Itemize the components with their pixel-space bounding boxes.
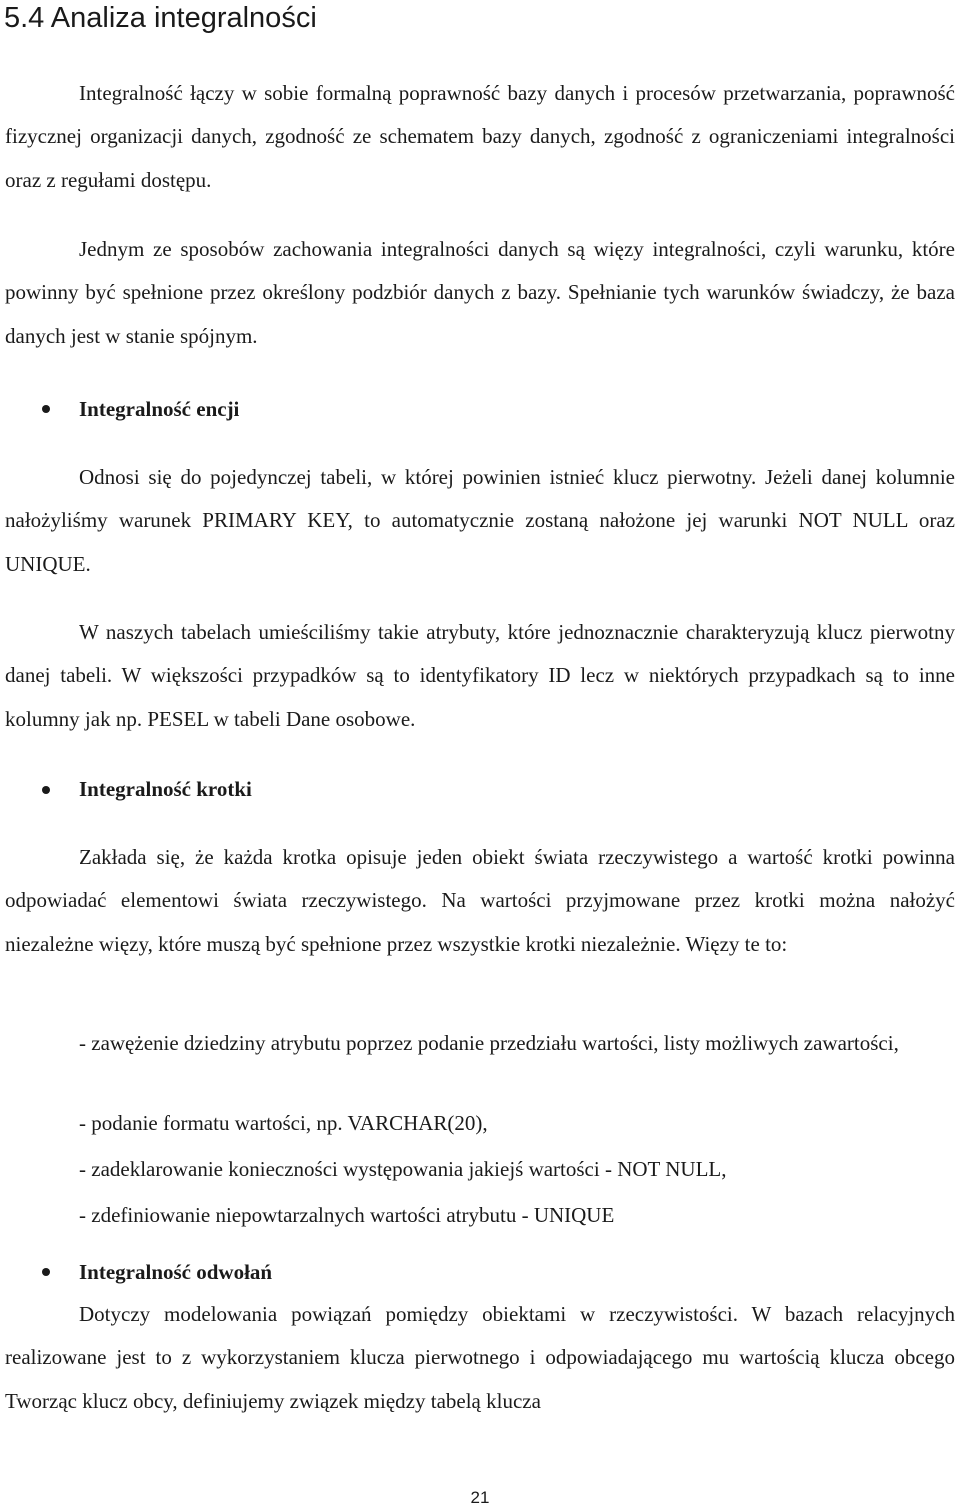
entity-paragraph-1: Odnosi się do pojedynczej tabeli, w której powinien istnieć klucz pierwotny. Jeżeli danej kolumnie nałożyliśmy warunek PRIMARY KEY, to automatycznie zostaną nałożone jej warunki NOT NULL oraz UNIQUE.	[5, 465, 955, 576]
bullet-icon	[42, 405, 50, 413]
intro-paragraph: Integralność łączy w sobie formalną poprawność bazy danych i procesów przetwarzania, poprawność fizycznej organizacji danych, zgodność ze schematem bazy danych, zgodność z ograniczeniami integralności oraz z regułami dostępu.	[5, 81, 955, 192]
constraint-list-item: - zawężenie dziedziny atrybutu poprzez podanie przedziału wartości, listy możliwych zawartości,	[79, 1031, 899, 1055]
bullet-icon	[42, 786, 50, 794]
constraint-list-item: - podanie formatu wartości, np. VARCHAR(20),	[79, 1111, 488, 1135]
constraints-paragraph: Jednym ze sposobów zachowania integralności danych są więzy integralności, czyli warunku, które powinny być spełnione przez określony podzbiór danych z bazy. Spełnianie tych warunków świadczy, że baza danych jest w stanie spójnym.	[5, 237, 955, 348]
bullet-icon	[42, 1268, 50, 1276]
tuple-integrity-heading: Integralność krotki	[79, 777, 252, 801]
tuple-paragraph: Zakłada się, że każda krotka opisuje jeden obiekt świata rzeczywistego a wartość krotki powinna odpowiadać elementowi świata rzeczywistego. Na wartości przyjmowane przez krotki można nałożyć niezależne więzy, które muszą być spełnione przez wszystkie krotki niezależnie. Więzy te to:	[5, 845, 955, 956]
entity-paragraph-2: W naszych tabelach umieściliśmy takie atrybuty, które jednoznacznie charakteryzują klucz pierwotny danej tabeli. W większości przypadków są to identyfikatory ID lecz w niektórych przypadkach są to inne kolumny jak np. PESEL w tabeli Dane osobowe.	[5, 620, 955, 731]
entity-integrity-heading: Integralność encji	[79, 397, 240, 421]
reference-integrity-heading: Integralność odwołań	[79, 1260, 273, 1284]
reference-paragraph: Dotyczy modelowania powiązań pomiędzy obiektami w rzeczywistości. W bazach relacyjnych realizowane jest to z wykorzystaniem klucza pierwotnego i odpowiadającego mu wartością klucza obcego Tworząc klucz obcy, definiujemy związek między tabelą klucza	[5, 1302, 955, 1413]
page-number: 21	[470, 1488, 490, 1507]
constraint-list-item: - zadeklarowanie konieczności występowania jakiejś wartości - NOT NULL,	[79, 1157, 727, 1181]
constraint-list-item: - zdefiniowanie niepowtarzalnych wartości atrybutu - UNIQUE	[79, 1203, 615, 1227]
section-title: 5.4 Analiza integralności	[4, 2, 317, 34]
